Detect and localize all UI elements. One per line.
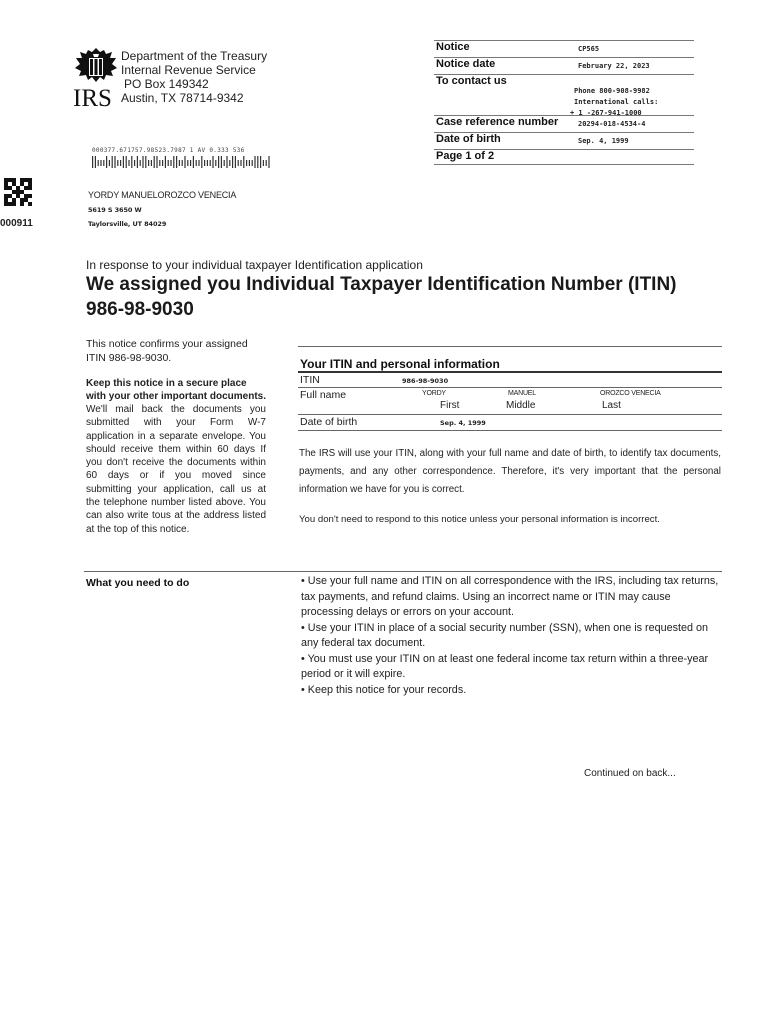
list-item: • Keep this notice for your records. <box>301 683 467 696</box>
middle-sub-label: Middle <box>506 400 536 411</box>
confirm-text: This notice confirms your assigned ITIN 986-98-9030. <box>86 338 248 364</box>
dob-label: Date of birth <box>436 133 501 145</box>
list-item: • Use your ITIN in place of a social security number (SSN), when one is requested on any federal tax document. <box>301 621 709 649</box>
left-column <box>86 338 266 536</box>
last-name-value: OROZCO VENECIA <box>600 390 661 397</box>
postal-barcode <box>92 156 272 168</box>
itin-label: ITIN <box>300 374 320 386</box>
what-to-do-heading: What you need to do <box>86 577 190 589</box>
po-box: PO Box 149342 <box>124 77 209 91</box>
case-reference-label: Case reference number <box>436 116 559 128</box>
divider <box>84 571 722 572</box>
itin-value: 986-98-9030 <box>402 377 449 385</box>
notice-date-row <box>434 57 694 74</box>
page-row <box>434 149 694 165</box>
contact-row <box>434 74 694 115</box>
contact-intl-label: International calls: <box>574 98 659 106</box>
full-name-row <box>298 388 722 415</box>
dob-info-label: Date of birth <box>300 416 358 428</box>
mail-back-text: We'll mail back the documents you submitted with your Form W-7 application in a separate envelope. You should receive them within 60 days If you don't receive the documents within 60 days or if you moved since submitting your application, call us at the telephone number listed above. You can also write tous at the address listed at the top of this notice. <box>86 404 266 535</box>
dob-info-row <box>298 415 722 431</box>
notice-date-value: February 22, 2023 <box>578 62 650 70</box>
continued-on-back: Continued on back... <box>584 768 676 779</box>
keep-notice-text: Keep this notice in a secure place with your other important documents. <box>86 378 267 402</box>
contact-label: To contact us <box>436 75 507 87</box>
list-item: • You must use your ITIN on at least one federal income tax return within a three-year period or it will expire. <box>301 652 709 680</box>
department-name: Department of the Treasury <box>121 49 268 63</box>
recipient-address <box>88 190 236 228</box>
dob-row <box>434 132 694 149</box>
what-to-do-list <box>301 574 725 698</box>
itin-row <box>298 373 722 388</box>
recipient-street: 5619 S 3650 W <box>88 206 142 214</box>
first-sub-label: First <box>440 400 460 411</box>
notice-row <box>434 40 694 57</box>
agency-name: Internal Revenue Service <box>121 63 256 77</box>
city-state-zip: Austin, TX 78714-9342 <box>121 91 244 105</box>
mail-code-id: 000911 <box>0 218 33 229</box>
irs-logo-text: IRS <box>73 85 112 108</box>
page-title: We assigned you Individual Taxpayer Identification Number (ITIN) 986-98-9030 <box>86 274 677 320</box>
intro-line: In response to your individual taxpayer Identification application <box>86 258 423 272</box>
divider <box>298 346 722 347</box>
contact-phone: Phone 800-908-9982 <box>574 87 650 95</box>
notice-label: Notice <box>436 41 470 53</box>
contact-intl-phone: + 1 -267-941-1000 <box>570 109 642 117</box>
last-sub-label: Last <box>602 400 621 411</box>
full-name-label: Full name <box>300 389 347 401</box>
dob-info-value: Sep. 4, 1999 <box>440 419 486 427</box>
case-reference-row <box>434 115 694 132</box>
middle-name-value: MANUEL <box>508 390 536 397</box>
barcode-number: 000377.671757.98523.7987 1 AV 0.333 536 <box>92 147 245 154</box>
sender-address <box>121 49 267 105</box>
irs-eagle-logo <box>72 44 120 108</box>
recipient-city: Taylorsville, UT 84029 <box>88 220 167 228</box>
contact-info <box>570 78 659 119</box>
notice-date-label: Notice date <box>436 58 496 70</box>
page-number: Page 1 of 2 <box>436 150 495 162</box>
no-response-paragraph: You don't need to respond to this notice unless your personal information is incorrect. <box>299 514 660 525</box>
first-name-value: YORDY <box>422 390 446 397</box>
case-reference-value: 20294-018-4534-4 <box>578 120 646 128</box>
itin-section-heading: Your ITIN and personal information <box>300 357 500 371</box>
list-item: • Use your full name and ITIN on all correspondence with the IRS, including tax returns, tax payments, and refund claims. Using an incorrect name or ITIN may cause processing delays or errors on your account. <box>301 575 719 618</box>
itin-usage-paragraph: The IRS will use your ITIN, along with your full name and date of birth, to identify tax documents, payments, and any other correspondence. Therefore, it's very important that the personal information we have for you is correct. <box>299 448 721 495</box>
qr-code-icon <box>4 178 32 206</box>
dob-value: Sep. 4, 1999 <box>578 137 629 145</box>
notice-value: CP565 <box>578 45 600 53</box>
recipient-name: YORDY MANUELOROZCO VENECIA <box>88 190 237 200</box>
notice-info-table <box>434 40 694 165</box>
